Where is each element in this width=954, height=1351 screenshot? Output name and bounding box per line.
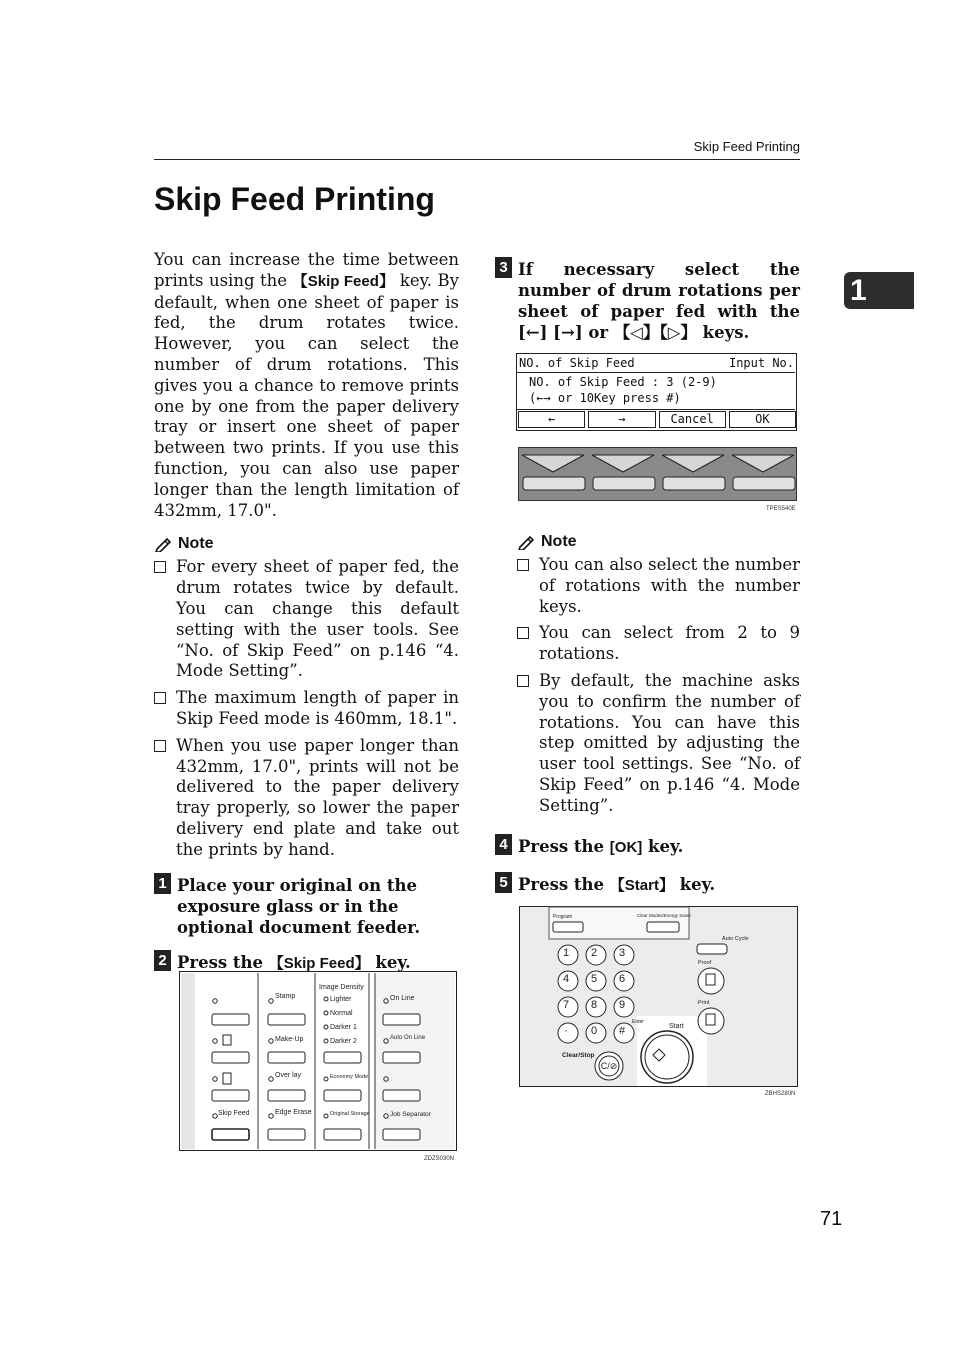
lcd-header-left: NO. of Skip Feed — [519, 356, 635, 370]
key-hash[interactable]: # — [618, 1025, 626, 1037]
print-key[interactable] — [698, 1008, 724, 1034]
note-item — [154, 688, 459, 730]
intro-text-after: key. By default, when one sheet of paper is fed, the drum rotates twice. However, you can select the number of drum rotations. This gives you a chance to remove prints one by one from the paper delivery tray or insert one sheet of paper between two prints. If you use this function, you can also use paper longer than the length limitation of 432mm, 17.0". — [154, 270, 459, 520]
pencil-note-icon — [154, 536, 174, 552]
label-darker2: Darker 2 — [330, 1038, 357, 1045]
keypad-illustration — [519, 906, 800, 1101]
label-program: Program — [553, 914, 573, 920]
label-economy-mode: Economy Mode — [330, 1074, 369, 1080]
step-text — [518, 874, 715, 896]
key-dot[interactable]: · — [564, 1025, 568, 1037]
keypad-figure — [519, 906, 800, 1101]
clear-stop-key-label: C/⊘ — [600, 1061, 618, 1071]
page-number: 71 — [820, 1208, 843, 1230]
step-4 — [495, 836, 800, 858]
label-edge-erase: Edge Erase — [275, 1109, 312, 1116]
key-5[interactable]: 5 — [590, 973, 598, 985]
label-enter: Enter — [632, 1019, 644, 1025]
key-2[interactable]: 2 — [590, 947, 598, 959]
step-text: If necessary select the number of drum rotations per sheet of paper fed with the [←] [→] or 【◁】【▷】 keys. — [518, 260, 800, 342]
label-auto-on-line: Auto On Line — [390, 1035, 426, 1041]
note-item — [154, 557, 459, 682]
label-start: Start — [669, 1023, 684, 1030]
note-text: For every sheet of paper fed, the drum rotates twice by default. You can change this default setting with the user tools. See “No. of Skip Feed” on p.146 “4. Mode Setting”. — [176, 557, 459, 681]
start-key[interactable] — [641, 1031, 693, 1083]
note-item — [517, 555, 800, 617]
lcd-figure — [516, 353, 800, 513]
step-text-before: Press the — [518, 837, 605, 856]
note-text: When you use paper longer than 432mm, 17.0", prints will not be delivered to the paper delivery tray properly, so lower the paper delivery end plate and take out the prints by hand. — [176, 735, 459, 859]
label-original-storage: Original Storage — [330, 1111, 370, 1117]
label-clear-stop: Clear/Stop — [562, 1052, 595, 1059]
key-1[interactable]: 1 — [562, 947, 570, 959]
label-print: Print — [698, 1000, 710, 1006]
pencil-note-icon — [517, 534, 537, 550]
clear-modes-key[interactable] — [647, 922, 679, 932]
selection-key-1[interactable] — [523, 477, 585, 490]
selection-keys-illustration — [518, 447, 800, 513]
intro-text-before: You can increase the time between prints using the — [154, 250, 459, 290]
label-lighter: Lighter — [330, 996, 352, 1003]
lcd-line1: NO. of Skip Feed : 3 (2-9) — [529, 375, 717, 389]
step-1 — [154, 875, 459, 938]
step-text-after: key. — [375, 952, 411, 972]
checkbox-bullet-icon — [517, 627, 529, 639]
label-make-up: Make-Up — [275, 1036, 304, 1043]
checkbox-bullet-icon — [154, 692, 166, 704]
note-label: Note — [178, 535, 214, 553]
checkbox-bullet-icon — [154, 740, 166, 752]
key-4[interactable]: 4 — [562, 973, 570, 985]
label-normal: Normal — [330, 1010, 353, 1017]
label-darker1: Darker 1 — [330, 1024, 357, 1031]
label-job-separator: Job Separator — [390, 1111, 431, 1118]
lcd-cancel-button[interactable]: Cancel — [659, 411, 726, 428]
checkbox-bullet-icon — [154, 561, 166, 573]
figure-code: ZBHS280N — [765, 1091, 796, 1097]
label-on-line: On Line — [390, 995, 415, 1002]
program-key[interactable] — [553, 922, 583, 932]
note-label: Note — [541, 533, 577, 550]
note-text: The maximum length of paper in Skip Feed mode is 460mm, 18.1". — [176, 688, 459, 728]
key-6[interactable]: 6 — [618, 973, 626, 985]
label-image-density: Image Density — [319, 984, 364, 991]
note-list-left — [154, 557, 459, 860]
note-text: By default, the machine asks you to confirm the number of rotations. You can have this step omitted by adjusting the user tool settings. See “No. of Skip Feed” on p.146 “4. Mode Setting”. — [539, 670, 800, 815]
step-number: 4 — [495, 834, 512, 855]
lcd-header-right: Input No. — [728, 356, 794, 370]
step-number: 2 — [154, 950, 171, 971]
skip-feed-key[interactable] — [212, 1129, 249, 1140]
step-text-after: key. — [648, 837, 684, 856]
checkbox-bullet-icon — [517, 559, 529, 571]
step-text-before: Press the — [177, 952, 264, 972]
step-text-before: Press the — [518, 875, 605, 894]
lcd-right-arrow-button[interactable]: → — [588, 411, 655, 428]
note-item — [154, 736, 459, 861]
step-text: Place your original on the exposure glass or in the optional document feeder. — [177, 875, 421, 937]
note-list-right — [517, 555, 800, 817]
key-0[interactable]: 0 — [590, 1025, 598, 1037]
selection-key-2[interactable] — [593, 477, 655, 490]
note-item — [517, 623, 800, 665]
left-column — [154, 250, 459, 974]
step-key: [OK] — [609, 839, 643, 856]
lcd-line2: (←→ or 10Key press #) — [529, 391, 681, 405]
figure-code: ZDZS030N — [424, 1156, 455, 1162]
key-3[interactable]: 3 — [618, 947, 626, 959]
label-auto-cycle: Auto Cycle — [722, 936, 749, 942]
control-panel-illustration — [179, 971, 459, 1163]
label-stamp: Stamp — [275, 993, 296, 1000]
checkbox-bullet-icon — [517, 675, 529, 687]
intro-paragraph — [154, 250, 459, 521]
auto-cycle-key[interactable] — [697, 944, 727, 954]
note-item — [517, 671, 800, 817]
control-panel-figure — [179, 971, 459, 1163]
note-heading-right — [517, 533, 800, 551]
label-skip-feed: Skip Feed — [218, 1110, 250, 1117]
note-text: You can select from 2 to 9 rotations. — [539, 623, 800, 664]
right-column-top — [495, 259, 800, 343]
step-3 — [495, 259, 800, 343]
step-number: 1 — [154, 873, 171, 894]
step-number: 5 — [495, 872, 512, 893]
right-column-notes — [517, 533, 800, 823]
step-key: 【Skip Feed】 — [268, 954, 370, 972]
step-text — [518, 836, 683, 858]
step-number: 3 — [495, 257, 512, 278]
lcd-left-arrow-button[interactable]: ← — [518, 411, 585, 428]
intro-key-skip-feed: 【Skip Feed】 — [292, 272, 395, 290]
key-7[interactable]: 7 — [562, 999, 570, 1011]
step-5 — [495, 874, 800, 896]
figure-code: TPES540E — [766, 506, 796, 512]
label-over-lay: Over lay — [275, 1072, 302, 1079]
selection-key-4[interactable] — [733, 477, 795, 490]
lcd-ok-button[interactable]: OK — [729, 411, 796, 428]
chapter-tab: 1 — [844, 272, 914, 309]
label-proof: Proof — [698, 960, 712, 966]
lcd-screen — [516, 353, 797, 431]
running-header — [154, 139, 800, 160]
key-8[interactable]: 8 — [590, 999, 598, 1011]
note-text: You can also select the number of rotations with the number keys. — [539, 555, 800, 616]
right-column-steps — [495, 836, 800, 896]
running-header-text: Skip Feed Printing — [693, 139, 800, 154]
label-clear-modes: Clear Modes/Energy Saver — [637, 913, 692, 918]
step-text-after: key. — [679, 875, 716, 894]
proof-key[interactable] — [698, 968, 724, 994]
page-title: Skip Feed Printing — [154, 181, 435, 217]
selection-key-3[interactable] — [663, 477, 725, 490]
step-key: 【Start】 — [609, 877, 674, 894]
note-heading-left — [154, 535, 459, 553]
key-9[interactable]: 9 — [618, 999, 626, 1011]
